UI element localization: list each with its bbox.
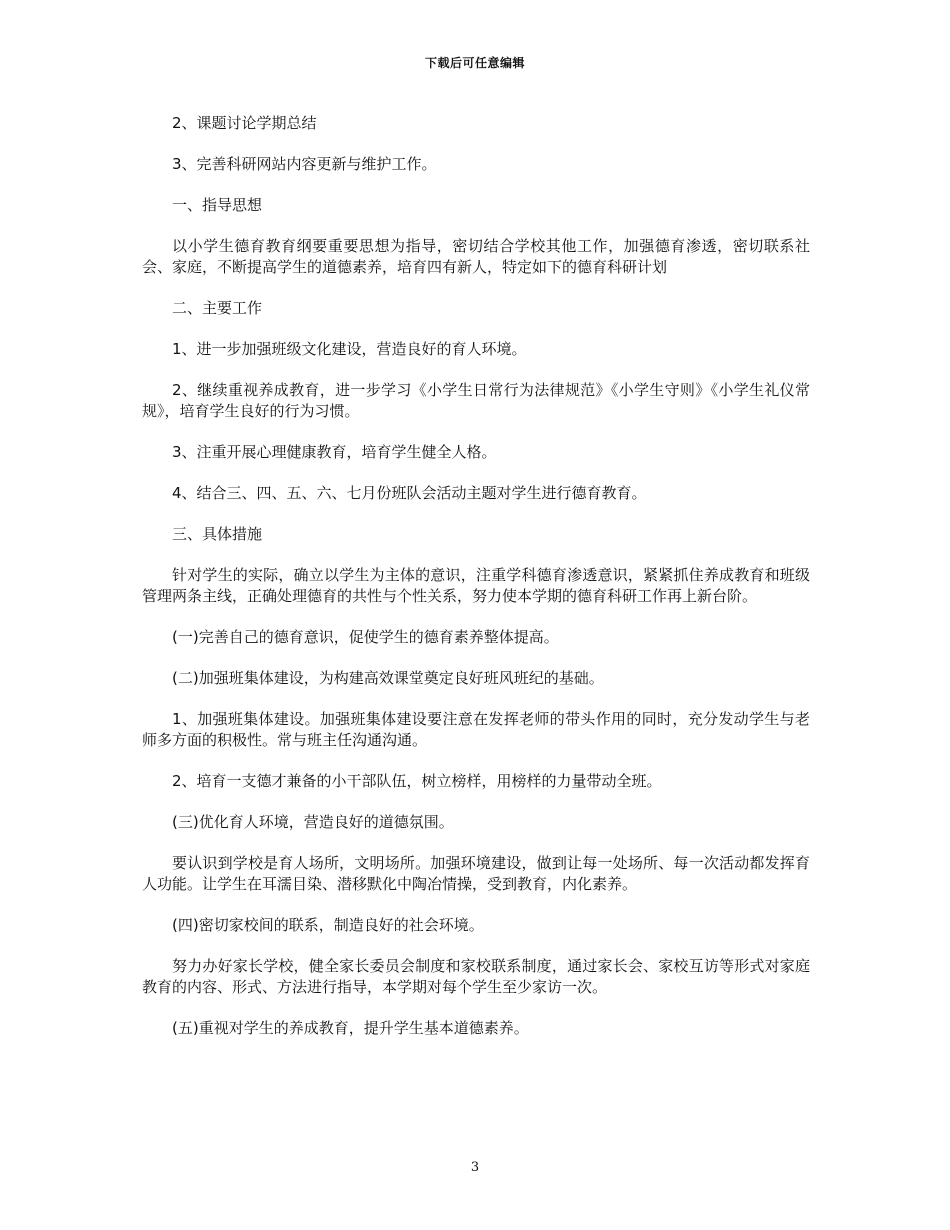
subsection-heading: (四)密切家校间的联系，制造良好的社会环境。 (172, 916, 484, 934)
paragraph: 针对学生的实际，确立以学生为主体的意识，注重学科德育渗透意识，紧紧抓住养成教育和班级管理两条主线，正确处理德育的共性与个性关系，努力使本学期的德育科研工作再上新台阶。 (142, 566, 810, 605)
subsection-heading: (二)加强班集体建设，为构建高效课堂奠定良好班风班纪的基础。 (172, 669, 604, 687)
paragraph: 努力办好家长学校，健全家长委员会制度和家校联系制度，通过家长会、家校互访等形式对家庭教育的内容、形式、方法进行指导，本学期对每个学生至少家访一次。 (142, 957, 810, 996)
paragraph: 2、培育一支德才兼备的小干部队伍，树立榜样，用榜样的力量带动全班。 (172, 772, 662, 790)
paragraph: 要认识到学校是育人场所，文明场所。加强环境建设，做到让每一处场所、每一次活动都发挥育人功能。让学生在耳濡目染、潜移默化中陶冶情操，受到教育，内化素养。 (142, 854, 810, 893)
section-heading: 一、指导思想 (172, 196, 263, 214)
section-heading: 二、主要工作 (172, 299, 263, 317)
paragraph: 4、结合三、四、五、六、七月份班队会活动主题对学生进行德育教育。 (172, 484, 647, 502)
document-body (142, 113, 810, 1059)
paragraph: 3、完善科研网站内容更新与维护工作。 (172, 155, 437, 173)
page-number: 3 (470, 1160, 480, 1175)
paragraph: 2、课题讨论学期总结 (172, 114, 317, 132)
section-heading: 三、具体措施 (172, 525, 263, 543)
subsection-heading: (五)重视对学生的养成教育，提升学生基本道德素养。 (172, 1019, 529, 1037)
paragraph: 1、加强班集体建设。加强班集体建设要注意在发挥老师的带头作用的同时，充分发动学生与老师多方面的积极性。常与班主任沟通沟通。 (142, 710, 810, 749)
paragraph: 以小学生德育教育纲要重要思想为指导，密切结合学校其他工作，加强德育渗透，密切联系社会、家庭，不断提高学生的道德素养，培育四有新人，特定如下的德育科研计划 (142, 237, 810, 276)
subsection-heading: (三)优化育人环境，营造良好的道德氛围。 (172, 813, 454, 831)
paragraph: 2、继续重视养成教育，进一步学习《小学生日常行为法律规范》《小学生守则》《小学生礼仪常规》，培育学生良好的行为习惯。 (142, 381, 810, 420)
subsection-heading: (一)完善自己的德育意识，促使学生的德育素养整体提高。 (172, 628, 559, 646)
paragraph: 1、进一步加强班级文化建设，营造良好的育人环境。 (172, 340, 527, 358)
page-header: 下载后可任意编辑 (424, 56, 525, 70)
paragraph: 3、注重开展心理健康教育，培育学生健全人格。 (172, 443, 497, 461)
